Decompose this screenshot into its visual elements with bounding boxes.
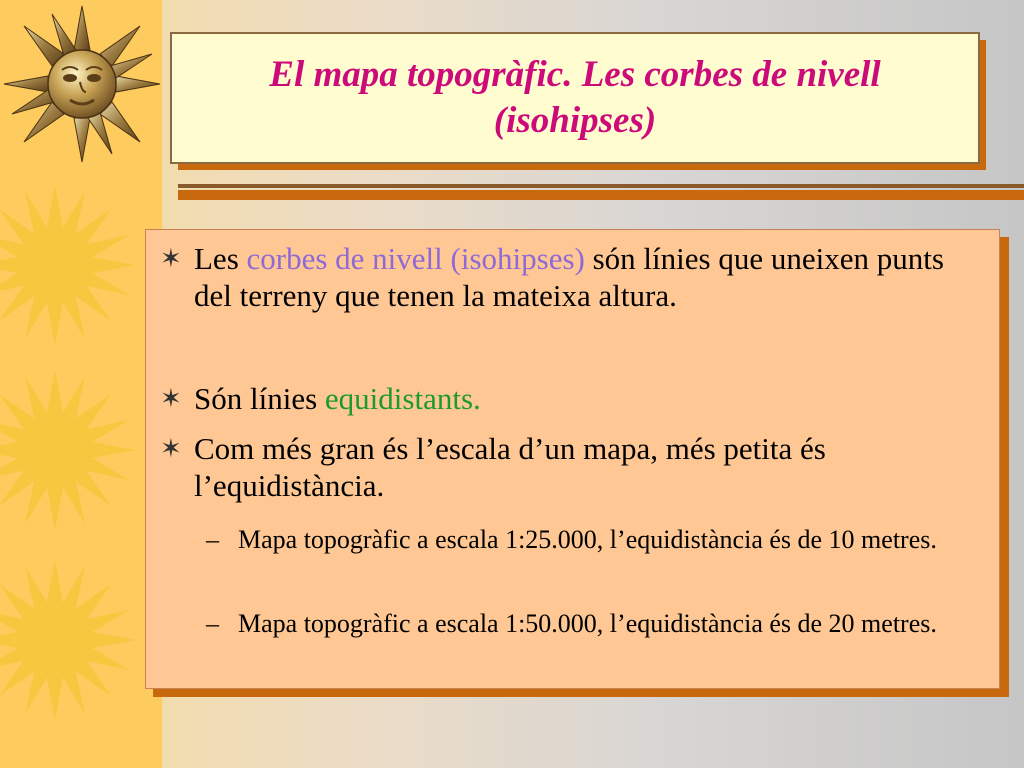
sun-icon: [0, 185, 135, 345]
sub-bullet-text: Mapa topogràfic a escala 1:50.000, l’equidistància és de 20 metres.: [238, 609, 937, 638]
bullet-text: Com més gran és l’escala d’un mapa, més petita és l’equidistància.: [194, 431, 826, 503]
bullet-text: són línies que uneixen punts del terreny que tenen la mateixa altura.: [194, 241, 944, 313]
star-bullet-icon: ✶: [160, 434, 182, 463]
content-box: [145, 229, 1000, 689]
bullet-item: [160, 430, 980, 504]
sub-bullet-item: [206, 608, 986, 640]
bullet-text: Les: [194, 241, 247, 276]
highlight-term: corbes de nivell (isohipses): [246, 241, 585, 276]
decorative-sidebar: [0, 0, 162, 768]
slide-title: El mapa topogràfic. Les corbes de nivell (isohipses): [269, 54, 881, 141]
divider-bar: [178, 190, 1024, 200]
bullet-text: Són línies: [194, 381, 325, 416]
sun-decorations: [0, 0, 162, 768]
dash-bullet-icon: –: [206, 525, 219, 554]
bullet-item: [160, 380, 980, 417]
sub-bullet-text: Mapa topogràfic a escala 1:25.000, l’equidistància és de 10 metres.: [238, 525, 937, 554]
divider-line: [178, 184, 1024, 188]
sub-bullet-item: [206, 524, 986, 556]
sun-face-icon: [4, 6, 160, 162]
star-bullet-icon: ✶: [160, 244, 182, 273]
sun-icon: [0, 560, 135, 720]
highlight-term: equidistants.: [324, 381, 481, 416]
star-bullet-icon: ✶: [160, 384, 182, 413]
bullet-item: [160, 240, 980, 314]
sun-icon: [0, 370, 135, 530]
dash-bullet-icon: –: [206, 609, 219, 638]
title-box: [170, 32, 980, 164]
